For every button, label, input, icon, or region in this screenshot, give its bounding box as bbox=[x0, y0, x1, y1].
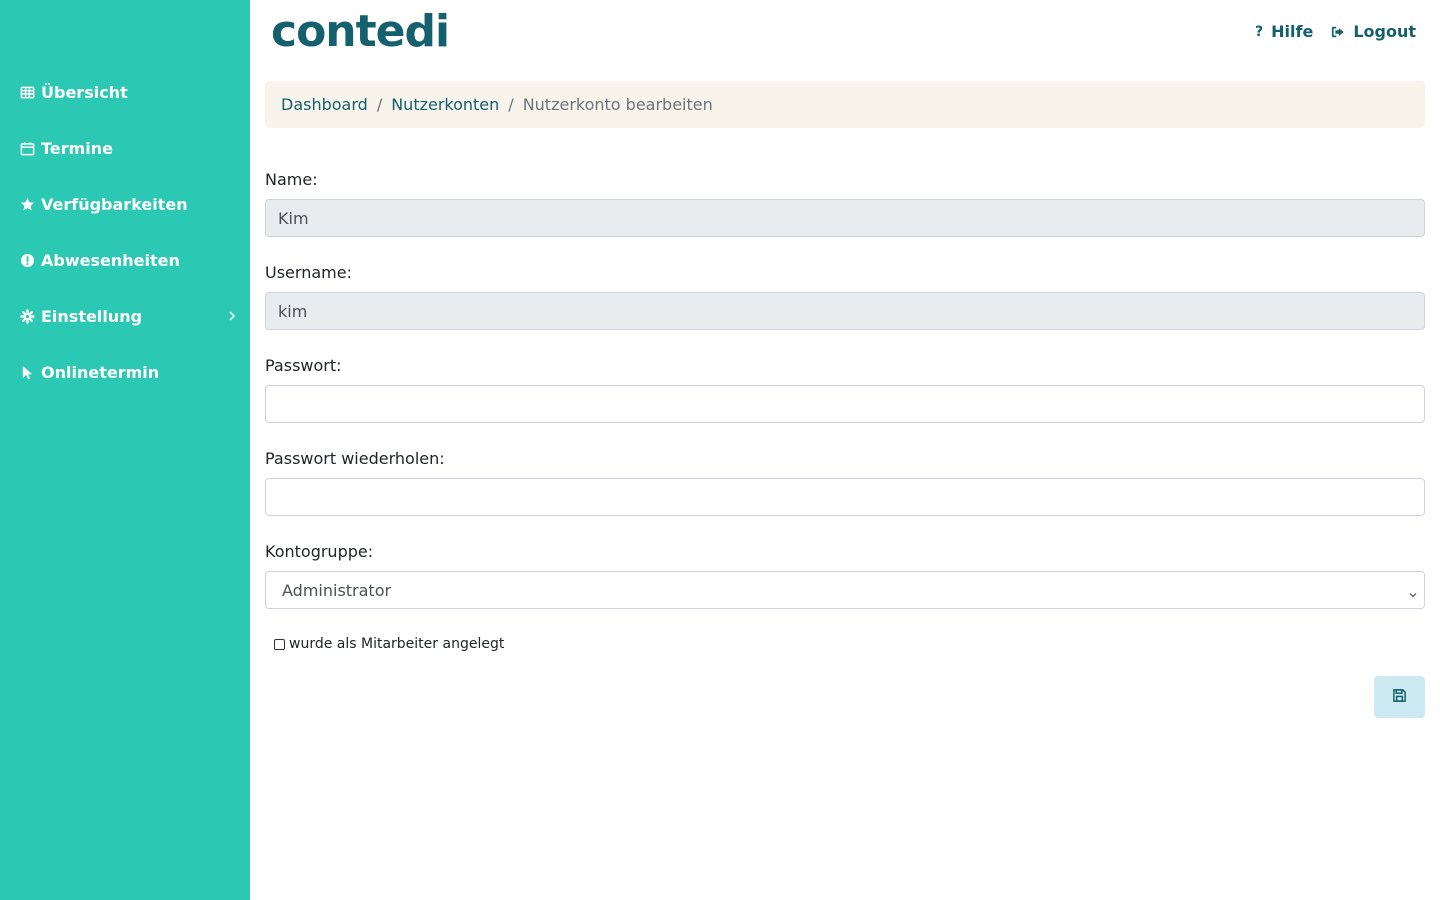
sidebar-item-label: Übersicht bbox=[41, 82, 128, 102]
breadcrumb bbox=[265, 81, 1425, 128]
logout-link[interactable] bbox=[1331, 22, 1416, 41]
cursor-icon bbox=[19, 364, 35, 380]
employee-checkbox[interactable] bbox=[274, 639, 285, 650]
logout-label: Logout bbox=[1353, 22, 1416, 41]
username-value: kim bbox=[278, 301, 308, 321]
name-field[interactable] bbox=[265, 199, 1425, 237]
sidebar-item-label: Verfügbarkeiten bbox=[41, 194, 188, 214]
employee-checkbox-label[interactable]: wurde als Mitarbeiter angelegt bbox=[289, 636, 505, 652]
username-label: Username: bbox=[265, 263, 352, 282]
breadcrumb-separator: / bbox=[508, 95, 514, 114]
sign-out-icon bbox=[1331, 25, 1345, 39]
sidebar-item-label: Termine bbox=[41, 138, 113, 158]
chevron-right-icon bbox=[228, 310, 238, 322]
help-label: Hilfe bbox=[1271, 22, 1314, 41]
password-field[interactable] bbox=[265, 385, 1425, 423]
exclamation-circle-icon bbox=[19, 252, 35, 268]
help-link[interactable] bbox=[1255, 22, 1313, 41]
breadcrumb-separator: / bbox=[376, 95, 383, 114]
sidebar-item-einstellung[interactable] bbox=[19, 304, 238, 328]
sidebar-item-termine[interactable] bbox=[19, 136, 238, 160]
breadcrumb-current: Nutzerkonto bearbeiten bbox=[522, 95, 713, 114]
group-selected-value: Administrator bbox=[282, 580, 392, 600]
name-value: Kim bbox=[278, 208, 309, 228]
password-repeat-field[interactable] bbox=[265, 478, 1425, 516]
contedi-logo[interactable] bbox=[271, 5, 450, 57]
question-icon: ? bbox=[1255, 23, 1264, 40]
header-actions bbox=[1255, 22, 1416, 41]
breadcrumb-dashboard[interactable]: Dashboard bbox=[281, 95, 368, 114]
chevron-down-icon bbox=[1408, 585, 1418, 595]
sidebar-item-label: Einstellung bbox=[41, 306, 143, 326]
sidebar bbox=[0, 0, 250, 900]
calendar-icon bbox=[19, 140, 35, 156]
floppy-disk-icon bbox=[1392, 688, 1407, 707]
group-select[interactable] bbox=[265, 571, 1425, 609]
password-repeat-label: Passwort wiederholen: bbox=[265, 449, 445, 468]
star-icon bbox=[19, 196, 35, 212]
save-button[interactable] bbox=[1374, 676, 1425, 718]
gear-icon bbox=[19, 308, 35, 324]
sidebar-item-abwesenheiten[interactable] bbox=[19, 248, 238, 272]
logo-text: contedi bbox=[271, 5, 450, 57]
sidebar-item-label: Onlinetermin bbox=[41, 362, 160, 382]
password-label: Passwort: bbox=[265, 356, 342, 375]
user-account-form bbox=[265, 170, 1425, 635]
employee-checkbox-row bbox=[274, 636, 504, 652]
sidebar-item-onlinetermin[interactable] bbox=[19, 360, 238, 384]
table-icon bbox=[19, 84, 35, 100]
username-field[interactable] bbox=[265, 292, 1425, 330]
sidebar-item-uebersicht[interactable] bbox=[19, 80, 238, 104]
group-label: Kontogruppe: bbox=[265, 542, 374, 561]
breadcrumb-nutzerkonten[interactable]: Nutzerkonten bbox=[391, 95, 500, 114]
sidebar-item-label: Abwesenheiten bbox=[41, 250, 180, 270]
sidebar-item-verfuegbarkeiten[interactable] bbox=[19, 192, 238, 216]
name-label: Name: bbox=[265, 170, 318, 189]
